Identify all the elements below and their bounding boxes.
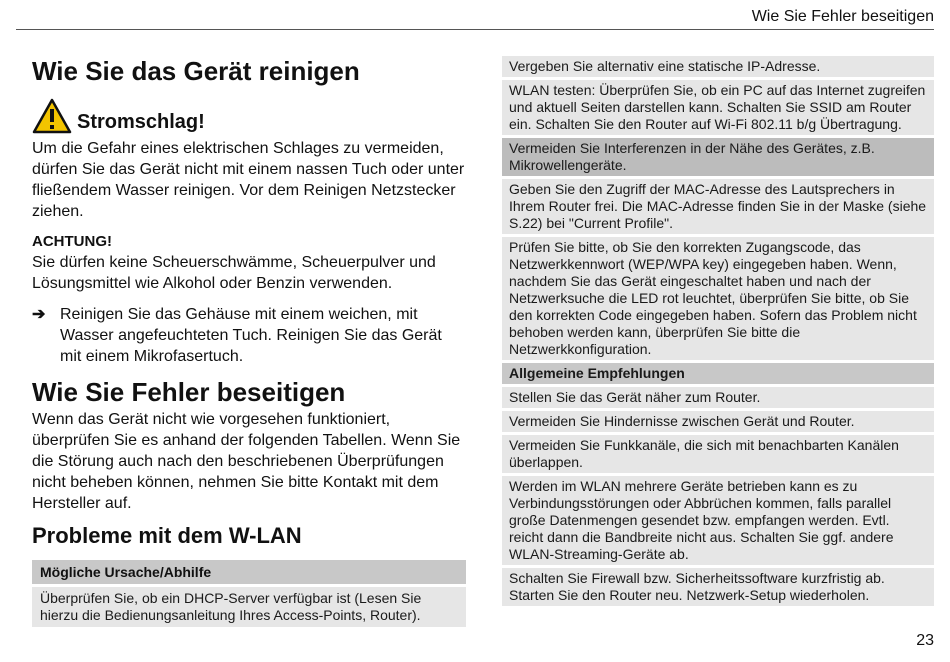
table-row: Geben Sie den Zugriff der MAC-Adresse des Lautsprechers in Ihrem Router frei. Die MAC-Adresse finden Sie in der Maske (siehe S.22) bei "Current Profile". <box>502 179 934 234</box>
table-row: Werden im WLAN mehrere Geräte betrieben kann es zu Verbindungsstörungen oder Abbrüchen kommen, falls parallel große Datenmengen gesendet bzw. empfangen werden. Evtl. reicht dann die Bandbreite nicht aus. Schalten Sie ggf. andere WLAN-Streaming-Geräte ab. <box>502 476 934 565</box>
caution-label: ACHTUNG! <box>32 233 112 250</box>
table-row: Überprüfen Sie, ob ein DHCP-Server verfügbar ist (Lesen Sie hierzu die Bedienungsanleitung Ihres Access-Points, Router). <box>32 587 466 627</box>
troubleshoot-text: Wenn das Gerät nicht wie vorgesehen funktioniert, überprüfen Sie es anhand der folgenden Tabellen. Wenn Sie die Störung auch nach den beschriebenen Überprüfungen nicht beheben können, nehmen Sie bitte Kontakt mit dem Hersteller auf. <box>32 411 461 512</box>
table-row: Prüfen Sie bitte, ob Sie den korrekten Zugangscode, das Netzwerkkennwort (WEP/WPA key) eingegeben haben. Wenn, nachdem Sie das Gerät eingeschaltet haben und nach der Netzwerksuche die LED rot leuchtet, überprüfen Sie bitte, ob Sie den korrekten Code eingegeben haben. Sofern das Problem nicht behoben werden kann, überprüfen Sie bitte die Netzwerkkonfiguration. <box>502 237 934 360</box>
bullet-item <box>32 304 466 367</box>
right-column <box>502 56 934 606</box>
bullet-text: Reinigen Sie das Gehäuse mit einem weichen, mit Wasser angefeuchteten Tuch. Reinigen Sie das Gerät mit einem Mikrofasertuch. <box>60 306 442 365</box>
table-row: WLAN testen: Überprüfen Sie, ob ein PC auf das Internet zugreifen und aktuell Seiten darstellen kann. Schalten Sie SSID am Router ein. Schalten Sie den Router auf Wi-Fi 802.11 b/g Übertragung. <box>502 80 934 135</box>
table-row: Vergeben Sie alternativ eine statische IP-Adresse. <box>502 56 934 77</box>
caution-text: Sie dürfen keine Scheuerschwämme, Scheuerpulver und Lösungsmittel wie Alkohol oder Benzin verwenden. <box>32 254 436 292</box>
arrow-right-icon: ➔ <box>32 306 46 323</box>
left-column <box>32 54 466 627</box>
table-header: Mögliche Ursache/Abhilfe <box>32 560 466 584</box>
heading-wlan: Probleme mit dem W-LAN <box>32 523 302 548</box>
warning-title: Stromschlag! <box>77 111 205 133</box>
warning-triangle-icon <box>32 98 72 134</box>
table-row: Schalten Sie Firewall bzw. Sicherheitssoftware kurzfristig ab. Starten Sie den Router neu. Netzwerk-Setup wiederholen. <box>502 568 934 606</box>
warning-row <box>32 98 466 134</box>
warning-text: Um die Gefahr eines elektrischen Schlages zu vermeiden, dürfen Sie das Gerät nicht mit einem nassen Tuch oder unter fließendem Wasser reinigen. Vor dem Reinigen Netzstecker ziehen. <box>32 140 465 220</box>
page-number: 23 <box>916 632 934 649</box>
running-header: Wie Sie Fehler beseitigen <box>751 8 934 25</box>
table-row: Stellen Sie das Gerät näher zum Router. <box>502 387 934 408</box>
header-rule <box>16 29 934 30</box>
table-row: Vermeiden Sie Interferenzen in der Nähe des Gerätes, z.B. Mikrowellengeräte. <box>502 138 934 176</box>
table-section-header: Allgemeine Empfehlungen <box>502 363 934 384</box>
table-row: Vermeiden Sie Hindernisse zwischen Gerät und Router. <box>502 411 934 432</box>
table-row: Vermeiden Sie Funkkanäle, die sich mit benachbarten Kanälen überlappen. <box>502 435 934 473</box>
heading-troubleshoot: Wie Sie Fehler beseitigen <box>32 377 346 407</box>
heading-cleaning: Wie Sie das Gerät reinigen <box>32 56 360 86</box>
